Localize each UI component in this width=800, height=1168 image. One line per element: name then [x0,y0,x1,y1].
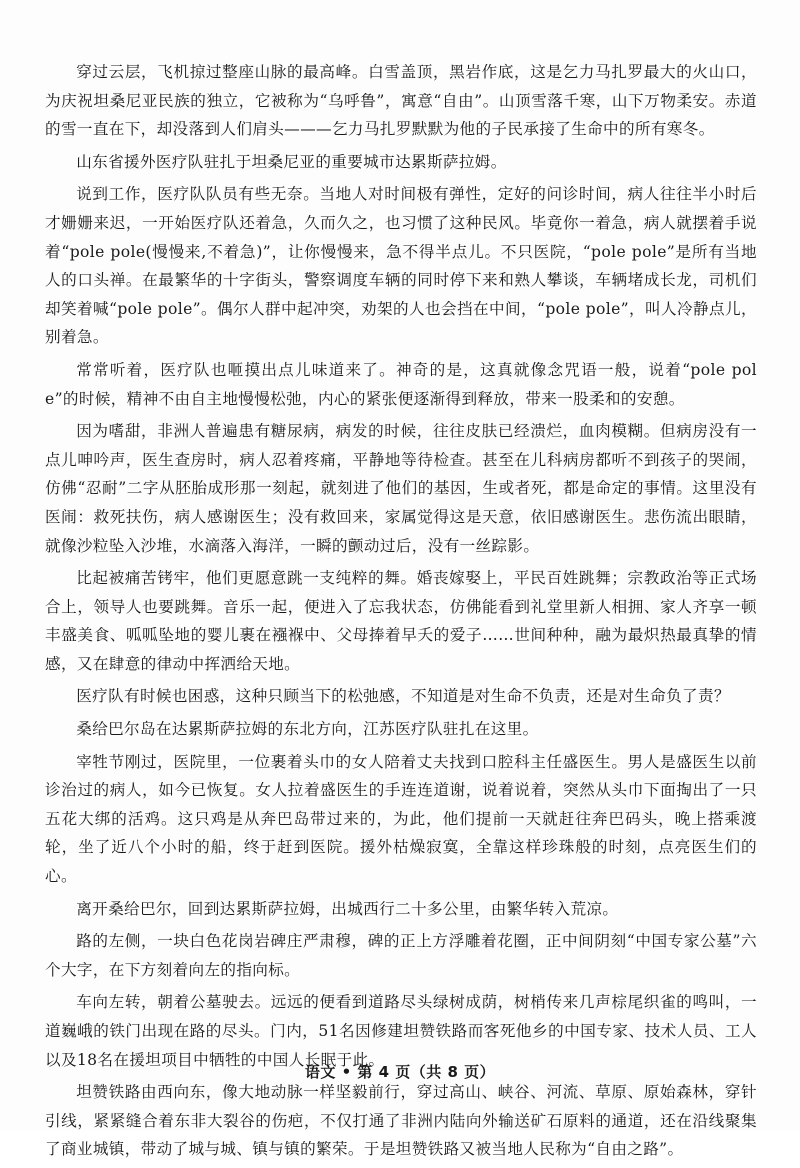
paragraph-8: 桑给巴尔岛在达累斯萨拉姆的东北方向，江苏医疗队驻扎在这里。 [76,720,539,739]
page-footer: 语文 • 第 4 页（共 8 页） [304,1063,496,1081]
paragraph-6: 比起被痛苦铐牢，他们更愿意跳一支纯粹的舞。婚丧嫁娶上，平民百姓跳舞；宗教政治等正式场合上，领导人也要跳舞。音乐一起，便进入了忘我状态，仿佛能看到礼堂里新人相拥、家人齐享一顿丰盛美食、呱呱坠地的婴儿裹在襁褓中、父母捧着早夭的爱子……世间种种，融为最炽热最真挚的情感，又在肆意的律动中挥洒给天地。 [45,569,757,673]
paragraph-12: 车向左转，朝着公墓驶去。远远的便看到道路尽头绿树成荫，树梢传来几声棕尾织雀的鸣叫，一道巍峨的铁门出现在路的尽头。门内，51名因修建坦赞铁路而客死他乡的中国专家、技术人员、工人以及18名在援坦项目中牺牲的中国人长眠于此。 [45,993,757,1069]
paragraph-10: 离开桑给巴尔，回到达累斯萨拉姆，出城西行二十多公里，由繁华转入荒凉。 [76,899,619,918]
paragraph-9: 宰牲节刚过，医院里，一位裹着头巾的女人陪着丈夫找到口腔科主任盛医生。男人是盛医生以前诊治过的病人，如今已恢复。女人拉着盛医生的手连连道谢，说着说着，突然从头巾下面掏出了一只五花大绑的活鸡。这只鸡是从奔巴岛带过来的，为此，他们提前一天就赶往奔巴码头，晚上搭乘渡轮，坐了近八个小时的船，终于赶到医院。援外枯燥寂寞，全靠这样珍珠般的时刻，点亮医生们的心。 [45,752,757,886]
paragraph-7: 医疗队有时候也困惑，这种只顾当下的松弛感，不知道是对生命不负责，还是对生命负了责？ [76,687,730,706]
paragraph-2: 山东省援外医疗队驻扎于坦桑尼亚的重要城市达累斯萨拉姆。 [76,152,507,171]
paragraph-1: 穿过云层，飞机掠过整座山脉的最高峰。白雪盖顶，黑岩作底，这是乞力马扎罗最大的火山口，为庆祝坦桑尼亚民族的独立，它被称为“乌呼鲁”，寓意“自由”。山顶雪落千寒，山下万物柔安。赤道的雪一直在下，却没落到人们肩头———乞力马扎罗默默为他的子民承接了生命中的所有寒冬。 [45,63,757,139]
article-body [45,58,757,1168]
paragraph-4: 常常听着，医疗队也咂摸出点儿味道来了。神奇的是，这真就像念咒语一般，说着“pole pole”的时候，精神不由自主地慢慢松弛，内心的紧张便逐渐得到释放，带来一股柔和的安憩。 [45,360,757,408]
paragraph-13: 坦赞铁路由西向东，像大地动脉一样坚毅前行，穿过高山、峡谷、河流、草原、原始森林，穿针引线，紧紧缝合着东非大裂谷的伤疤，不仅打通了非洲内陆向外输送矿石原料的通道，还在沿线聚集了商业城镇，带动了城与城、镇与镇的繁荣。于是坦赞铁路又被当地人民称为“自由之路”。 [45,1083,757,1159]
paragraph-11: 路的左侧，一块白色花岗岩碑庄严肃穆，碑的正上方浮雕着花圈，正中间阴刻“中国专家公墓”六个大字，在下方刻着向左的指向标。 [45,932,757,979]
paragraph-5: 因为嗜甜，非洲人普遍患有糖尿病，病发的时候，往往皮肤已经溃烂，血肉模糊。但病房没有一点儿呻吟声，医生查房时，病人忍着疼痛，平静地等待检查。甚至在儿科病房都听不到孩子的哭闹，仿佛“忍耐”二字从胚胎成形那一刻起，就刻进了他们的基因，生或者死，都是命定的事情。这里没有医闹：救死扶伤，病人感谢医生；没有救回来，家属觉得这是天意，依旧感谢医生。悲伤流出眼睛，就像沙粒坠入沙堆，水滴落入海洋，一瞬的颤动过后，没有一丝踪影。 [45,422,757,555]
paragraph-3: 说到工作，医疗队队员有些无奈。当地人对时间极有弹性，定好的问诊时间，病人往往半小时后才姗姗来迟，一开始医疗队还着急，久而久之，也习惯了这种民风。毕竟你一着急，病人就摆着手说着“pole pole(慢慢来,不着急)”，让你慢慢来，急不得半点儿。不只医院，“pole pole”是所有当地人的口头禅。在最繁华的十字街头，警察调度车辆的同时停下来和熟人攀谈，车辆堵成长龙，司机们却笑着喊“pole pole”。偶尔人群中起冲突，劝架的人也会挡在中间，“pole pole”，叫人冷静点儿，别着急。 [45,185,757,347]
